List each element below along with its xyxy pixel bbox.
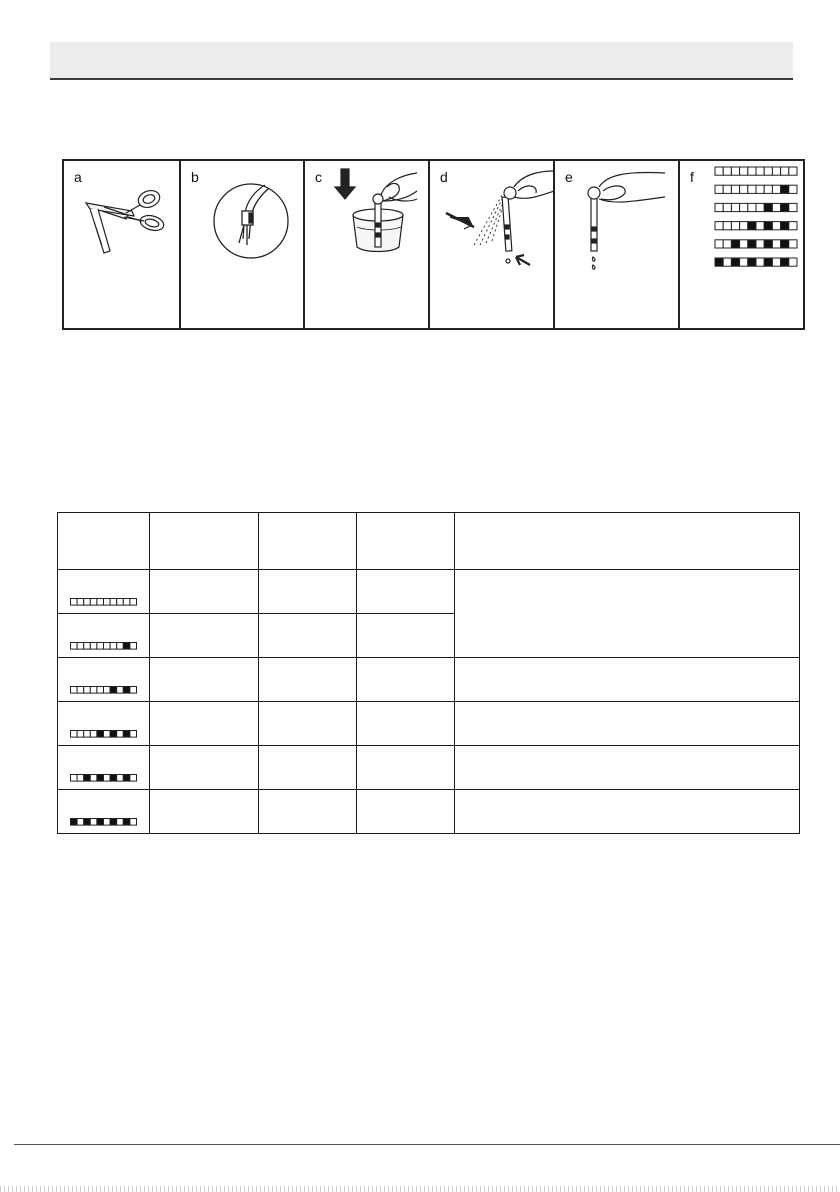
chart-strip-filled-square <box>715 258 723 266</box>
chart-strip-empty-square <box>772 240 780 248</box>
table-cell <box>150 746 259 790</box>
chart-strip-empty-square <box>789 258 797 266</box>
table-strip-empty-square <box>116 687 123 694</box>
table-strip-empty-square <box>70 775 77 782</box>
step-letter: e <box>565 169 573 185</box>
table-cell <box>259 570 357 614</box>
strip-chart-icon <box>680 161 805 330</box>
hold-strip-icon <box>555 161 680 330</box>
table-cell <box>455 702 800 746</box>
table-strip-empty-square <box>90 731 97 738</box>
chart-strip-empty-square <box>740 240 748 248</box>
strip-cell <box>58 658 150 702</box>
chart-strip-filled-square <box>764 240 772 248</box>
chart-strip-empty-square <box>772 203 780 211</box>
table-cell <box>150 658 259 702</box>
test-strip-icon <box>70 686 138 694</box>
table-cell <box>357 702 455 746</box>
chart-strip-filled-square <box>731 240 739 248</box>
table-strip-filled-square <box>123 687 130 694</box>
test-strip-icon <box>70 642 138 650</box>
chart-strip-filled-square <box>748 258 756 266</box>
tap-hose-icon <box>181 161 305 330</box>
chart-strip-filled-square <box>764 203 772 211</box>
step-letter: f <box>690 169 694 185</box>
table-row <box>58 790 800 834</box>
table-cell <box>357 570 455 614</box>
table-strip-empty-square <box>96 599 103 606</box>
strip-cell <box>58 614 150 658</box>
step-panel-f <box>678 159 805 330</box>
chart-strip-empty-square <box>715 240 723 248</box>
table-strip-filled-square <box>123 643 130 650</box>
table-cell <box>259 658 357 702</box>
table-header-row <box>58 513 800 570</box>
table-strip-empty-square <box>103 775 110 782</box>
table-strip-filled-square <box>110 819 117 826</box>
chart-strip-empty-square <box>756 167 764 175</box>
water-hardness-table <box>57 512 800 834</box>
chart-strip-empty-square <box>756 222 764 230</box>
table-strip-empty-square <box>103 687 110 694</box>
table-strip-empty-square <box>70 599 77 606</box>
step-letter: b <box>191 169 199 185</box>
strip-cell <box>58 790 150 834</box>
chart-strip-empty-square <box>772 185 780 193</box>
table-cell <box>259 614 357 658</box>
table-cell <box>455 570 800 658</box>
table-cell <box>150 790 259 834</box>
table-strip-filled-square <box>96 819 103 826</box>
table-row <box>58 658 800 702</box>
table-cell <box>357 746 455 790</box>
table-strip-filled-square <box>123 775 130 782</box>
table-cell <box>150 702 259 746</box>
chart-strip-empty-square <box>723 185 731 193</box>
header-cell <box>357 513 455 570</box>
table-strip-empty-square <box>77 643 84 650</box>
table-strip-empty-square <box>96 687 103 694</box>
table-cell <box>259 746 357 790</box>
table-strip-filled-square <box>83 819 90 826</box>
chart-strip-empty-square <box>731 185 739 193</box>
table-strip-filled-square <box>96 775 103 782</box>
table-strip-empty-square <box>116 599 123 606</box>
shake-strip-icon <box>430 161 555 330</box>
table-strip-empty-square <box>123 599 130 606</box>
table-strip-empty-square <box>96 643 103 650</box>
table-strip-empty-square <box>70 687 77 694</box>
header-cell <box>58 513 150 570</box>
table-cell <box>357 790 455 834</box>
step-panel-d <box>428 159 555 330</box>
chart-strip-empty-square <box>756 185 764 193</box>
table-strip-filled-square <box>70 819 77 826</box>
table-strip-empty-square <box>116 643 123 650</box>
chart-strip-empty-square <box>748 203 756 211</box>
table-strip-filled-square <box>110 731 117 738</box>
table-strip-empty-square <box>77 599 84 606</box>
table-strip-empty-square <box>129 775 136 782</box>
chart-strip-empty-square <box>772 258 780 266</box>
header-cell <box>259 513 357 570</box>
chart-strip-empty-square <box>740 203 748 211</box>
chart-strip-filled-square <box>781 222 789 230</box>
table-strip-empty-square <box>77 775 84 782</box>
chart-strip-empty-square <box>715 167 723 175</box>
table-strip-filled-square <box>110 775 117 782</box>
chart-strip-empty-square <box>789 222 797 230</box>
test-strip-icon <box>70 774 138 782</box>
step-panel-c <box>303 159 430 330</box>
chart-strip-empty-square <box>731 203 739 211</box>
table-cell <box>357 658 455 702</box>
chart-strip-filled-square <box>731 258 739 266</box>
table-strip-empty-square <box>116 775 123 782</box>
chart-strip-empty-square <box>723 167 731 175</box>
step-letter: d <box>440 169 448 185</box>
chart-strip-empty-square <box>740 185 748 193</box>
table-strip-empty-square <box>116 819 123 826</box>
table-cell <box>150 570 259 614</box>
table-cell <box>455 658 800 702</box>
step-panel-e <box>553 159 680 330</box>
table-strip-empty-square <box>129 643 136 650</box>
chart-strip-empty-square <box>715 185 723 193</box>
chart-strip-empty-square <box>756 258 764 266</box>
table-strip-empty-square <box>83 599 90 606</box>
table-strip-empty-square <box>70 731 77 738</box>
table-row <box>58 702 800 746</box>
chart-strip-empty-square <box>723 240 731 248</box>
table-strip-empty-square <box>129 599 136 606</box>
table-strip-empty-square <box>90 643 97 650</box>
table-cell <box>259 790 357 834</box>
table-strip-empty-square <box>110 599 117 606</box>
table-strip-empty-square <box>83 687 90 694</box>
chart-strip-filled-square <box>781 240 789 248</box>
chart-strip-filled-square <box>781 258 789 266</box>
chart-strip-empty-square <box>731 167 739 175</box>
chart-strip-empty-square <box>723 203 731 211</box>
table-strip-empty-square <box>103 643 110 650</box>
chart-strip-empty-square <box>715 203 723 211</box>
header-cell <box>150 513 259 570</box>
table-strip-empty-square <box>90 819 97 826</box>
table-strip-filled-square <box>123 819 130 826</box>
chart-strip-empty-square <box>715 222 723 230</box>
chart-strip-empty-square <box>764 167 772 175</box>
table-strip-empty-square <box>103 731 110 738</box>
table-cell <box>455 746 800 790</box>
table-strip-empty-square <box>77 687 84 694</box>
chart-strip-empty-square <box>772 167 780 175</box>
chart-strip-empty-square <box>723 258 731 266</box>
table-strip-empty-square <box>129 687 136 694</box>
chart-strip-empty-square <box>789 203 797 211</box>
chart-strip-filled-square <box>748 240 756 248</box>
table-strip-filled-square <box>83 775 90 782</box>
table-strip-empty-square <box>77 731 84 738</box>
table-strip-empty-square <box>103 819 110 826</box>
step-letter: c <box>315 169 322 185</box>
table-strip-empty-square <box>129 731 136 738</box>
chart-strip-empty-square <box>731 222 739 230</box>
table-strip-empty-square <box>129 819 136 826</box>
table-strip-empty-square <box>116 731 123 738</box>
section-header-bar <box>50 42 793 80</box>
footer-rule <box>14 1144 840 1145</box>
table-strip-empty-square <box>77 819 84 826</box>
step-panel-b <box>179 159 305 330</box>
table-strip-empty-square <box>70 643 77 650</box>
chart-strip-empty-square <box>756 203 764 211</box>
strip-in-glass-icon <box>305 161 430 330</box>
chart-strip-filled-square <box>748 222 756 230</box>
step-panel-a <box>62 159 181 330</box>
chart-strip-empty-square <box>781 167 789 175</box>
test-strip-icon <box>70 730 138 738</box>
chart-strip-filled-square <box>764 222 772 230</box>
table-cell <box>150 614 259 658</box>
chart-strip-empty-square <box>740 258 748 266</box>
chart-strip-empty-square <box>748 185 756 193</box>
chart-strip-empty-square <box>789 167 797 175</box>
table-cell <box>357 614 455 658</box>
test-strip-icon <box>70 598 138 606</box>
chart-strip-empty-square <box>748 167 756 175</box>
table-strip-filled-square <box>96 731 103 738</box>
header-cell <box>455 513 800 570</box>
chart-strip-empty-square <box>723 222 731 230</box>
table-strip-empty-square <box>90 599 97 606</box>
table-strip-empty-square <box>83 731 90 738</box>
bottom-edge-pattern <box>0 1186 840 1192</box>
chart-strip-empty-square <box>772 222 780 230</box>
chart-strip-empty-square <box>740 222 748 230</box>
table-cell <box>455 790 800 834</box>
strip-cell <box>58 746 150 790</box>
chart-strip-filled-square <box>781 185 789 193</box>
table-cell <box>259 702 357 746</box>
table-strip-empty-square <box>90 687 97 694</box>
test-strip-icon <box>70 818 138 826</box>
table-strip-filled-square <box>123 731 130 738</box>
table-strip-empty-square <box>83 643 90 650</box>
table-strip-empty-square <box>103 599 110 606</box>
chart-strip-filled-square <box>764 258 772 266</box>
table-strip-empty-square <box>110 643 117 650</box>
chart-strip-empty-square <box>764 185 772 193</box>
strip-cell <box>58 570 150 614</box>
step-letter: a <box>74 169 82 185</box>
table-strip-filled-square <box>110 687 117 694</box>
table-strip-empty-square <box>90 775 97 782</box>
test-strip-instructions <box>62 159 807 330</box>
chart-strip-empty-square <box>740 167 748 175</box>
table-row <box>58 570 800 614</box>
chart-strip-empty-square <box>789 240 797 248</box>
table-row <box>58 746 800 790</box>
scissors-strip-icon <box>64 161 181 330</box>
chart-strip-filled-square <box>781 203 789 211</box>
strip-cell <box>58 702 150 746</box>
chart-strip-empty-square <box>756 240 764 248</box>
chart-strip-empty-square <box>789 185 797 193</box>
